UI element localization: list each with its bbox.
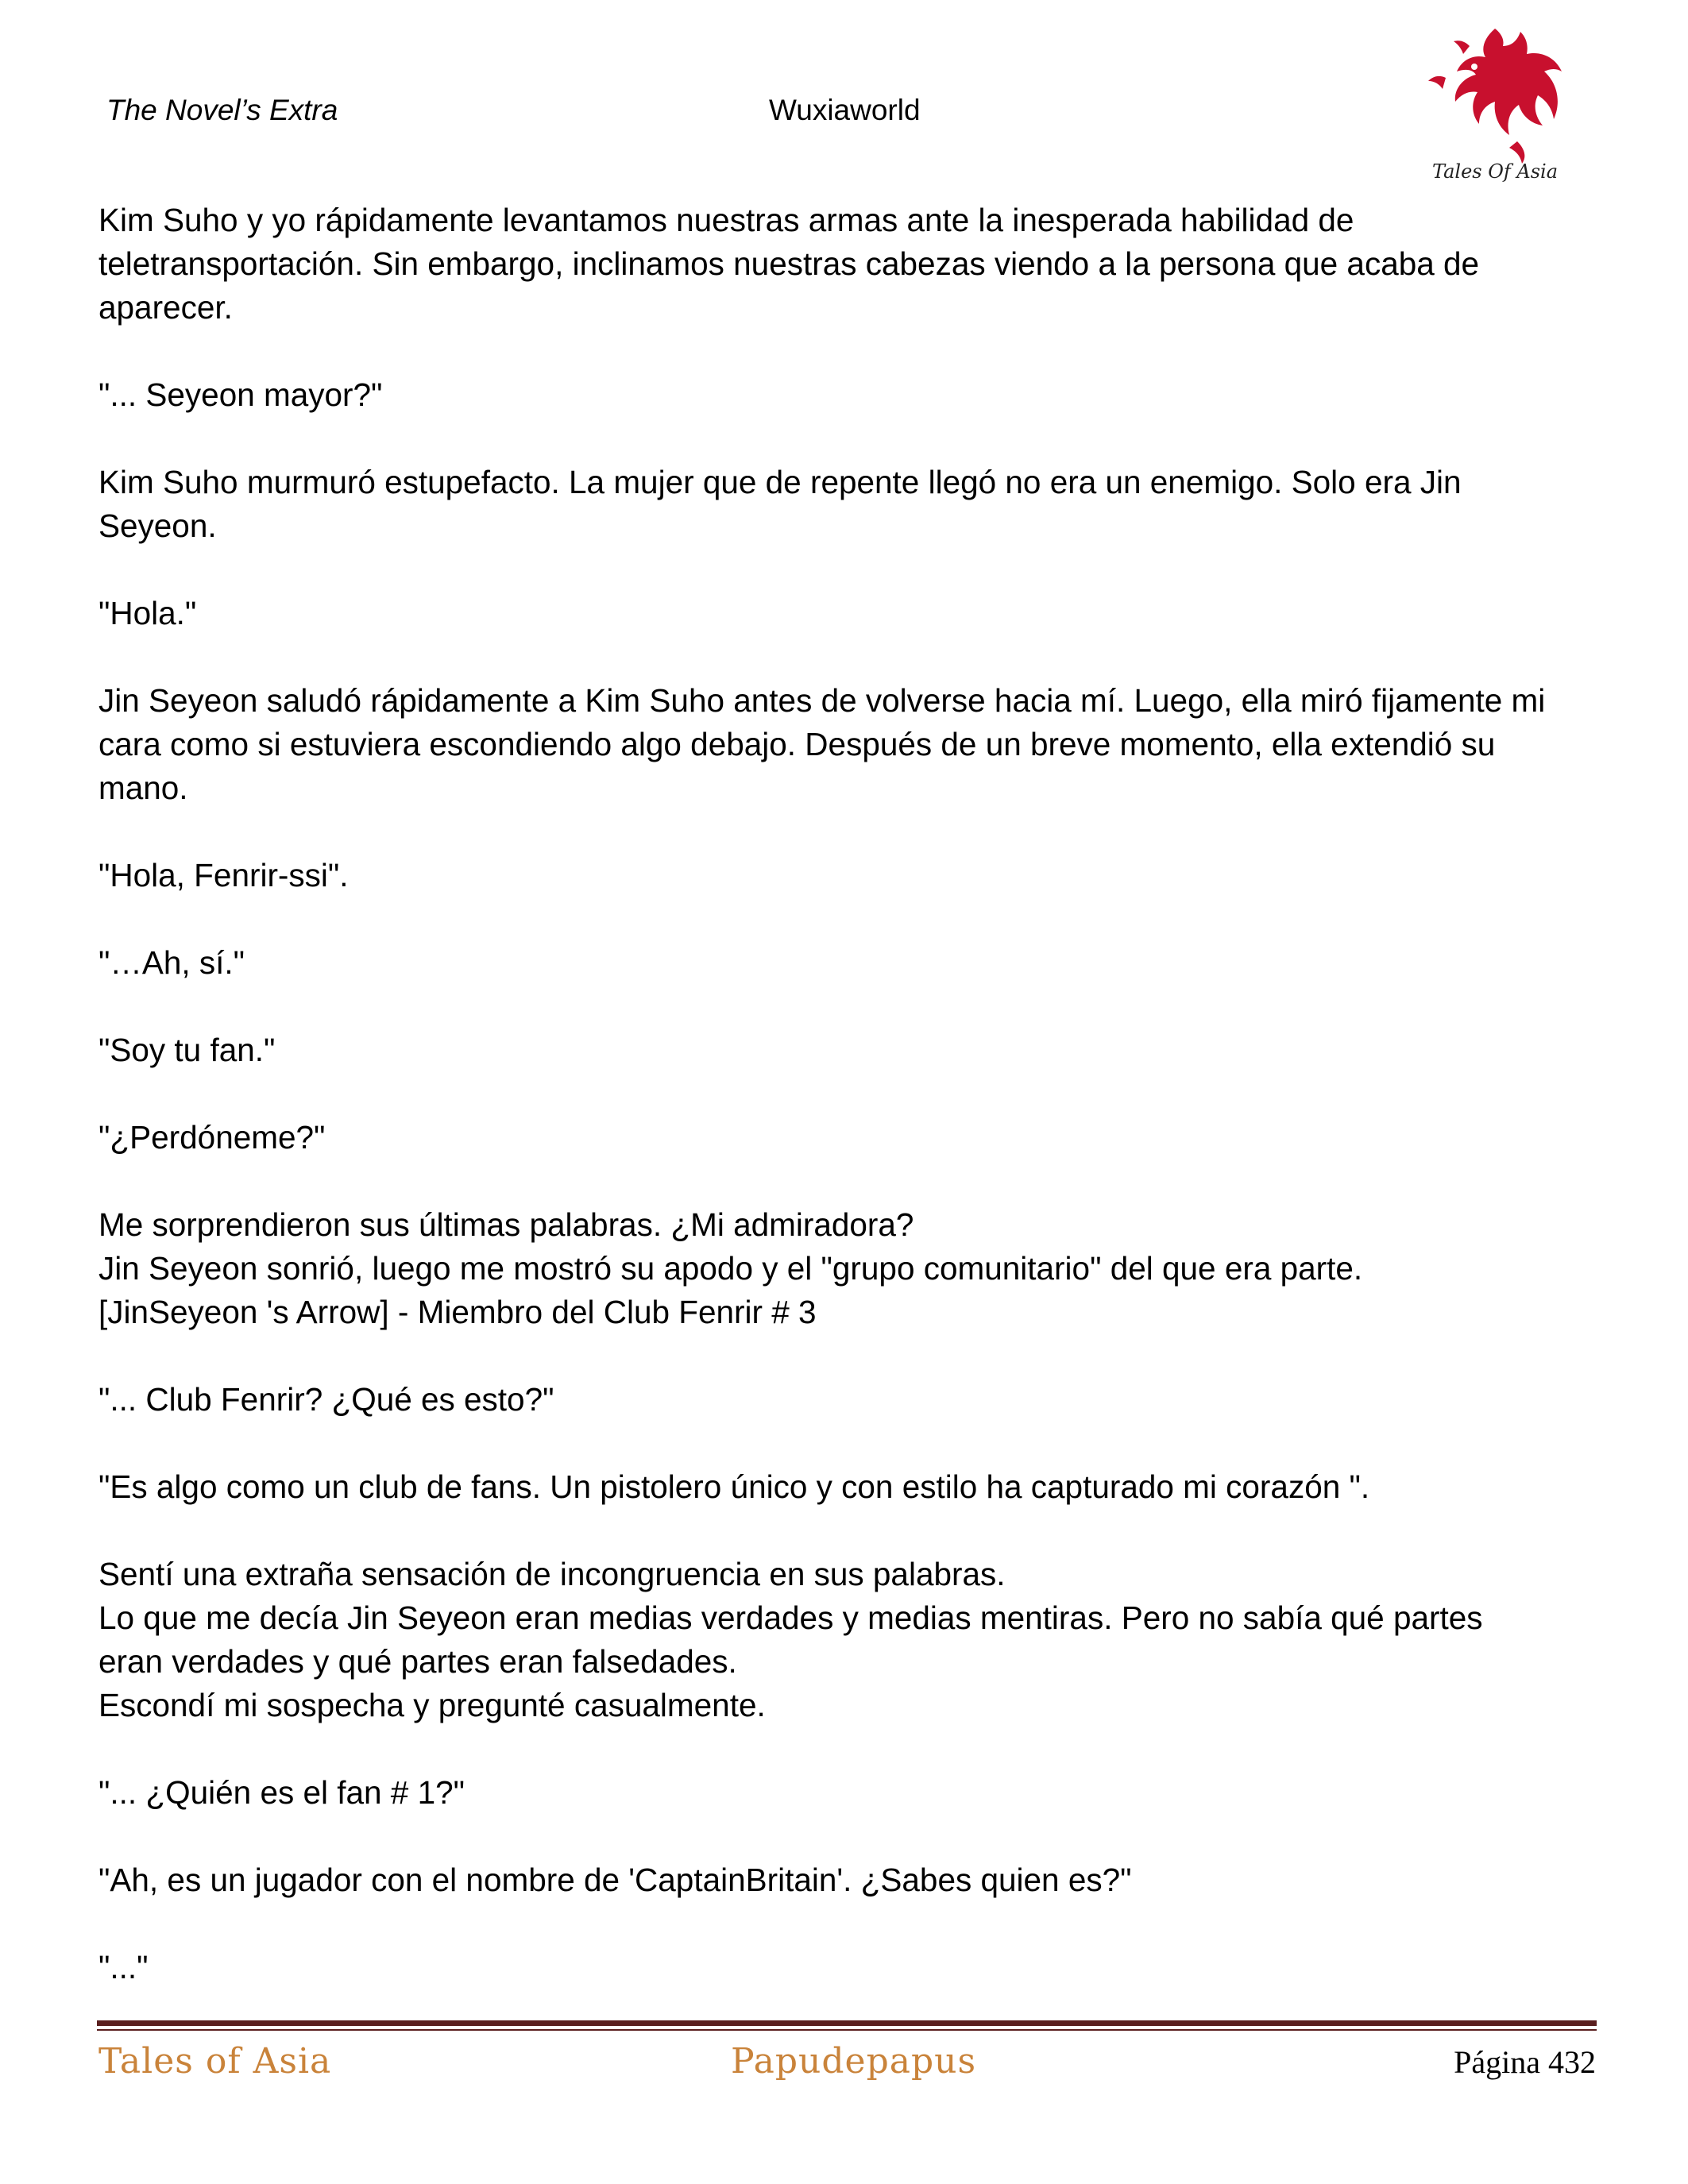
paragraph-line: "... Club Fenrir? ¿Qué es esto?"	[98, 1381, 554, 1418]
paragraph-line: "Es algo como un club de fans. Un pistolero único y con estilo ha capturado mi corazón ".	[98, 1468, 1370, 1505]
logo-text: Tales Of Asia	[1431, 160, 1559, 183]
paragraph-line: Jin Seyeon sonrió, luego me mostró su apodo y el "grupo comunitario" del que era parte.	[98, 1250, 1363, 1287]
paragraph-line: Sentí una extraña sensación de incongruencia en sus palabras.	[98, 1556, 1006, 1592]
paragraph-line: "..."	[98, 1949, 149, 1985]
paragraph-line: mano.	[98, 770, 188, 806]
page-number: Página 432	[1454, 2044, 1596, 2080]
paragraph-line: eran verdades y qué partes eran falsedades.	[98, 1643, 737, 1680]
paragraph-line: Kim Suho murmuró estupefacto. La mujer que de repente llegó no era un enemigo. Solo era Jin	[98, 464, 1462, 500]
footer-brand: Tales of Asia	[98, 2041, 332, 2082]
paragraph-line: Lo que me decía Jin Seyeon eran medias verdades y medias mentiras. Pero no sabía qué partes	[98, 1599, 1483, 1636]
paragraph-line: Me sorprendieron sus últimas palabras. ¿Mi admiradora?	[98, 1206, 914, 1243]
tales-of-asia-dragon-logo	[1422, 22, 1565, 189]
footer-translator: Papudepapus	[731, 2041, 977, 2082]
paragraph-line: aparecer.	[98, 289, 233, 326]
paragraph-line: [JinSeyeon 's Arrow] - Miembro del Club Fenrir # 3	[98, 1294, 817, 1330]
paragraph-line: Seyeon.	[98, 507, 217, 544]
paragraph-line: cara como si estuviera escondiendo algo debajo. Después de un breve momento, ella extendió su	[98, 726, 1496, 762]
paragraph-line: "... Seyeon mayor?"	[98, 376, 383, 413]
paragraph-line: Escondí mi sospecha y pregunté casualmente.	[98, 1687, 766, 1723]
paragraph-line: "... ¿Quién es el fan # 1?"	[98, 1774, 465, 1811]
paragraph-line: "¿Perdóneme?"	[98, 1119, 326, 1156]
paragraph-line: "Ah, es un jugador con el nombre de 'CaptainBritain'. ¿Sabes quien es?"	[98, 1862, 1132, 1898]
dragon-icon	[1455, 29, 1562, 135]
paragraph-line: "Hola, Fenrir-ssi".	[98, 857, 349, 893]
paragraph-line: Kim Suho y yo rápidamente levantamos nuestras armas ante la inesperada habilidad de	[98, 202, 1354, 238]
paragraph-line: Jin Seyeon saludó rápidamente a Kim Suho antes de volverse hacia mí. Luego, ella miró fijamente mi	[98, 682, 1546, 719]
header-novel-title: The Novel’s Extra	[106, 94, 338, 126]
paragraph-line: teletransportación. Sin embargo, inclinamos nuestras cabezas viendo a la persona que acaba de	[98, 245, 1480, 282]
footer-rule-thin	[97, 2029, 1597, 2031]
paragraph-line: "Hola."	[98, 595, 197, 631]
header-site-name: Wuxiaworld	[769, 94, 921, 126]
footer-rule-thick	[97, 2020, 1597, 2026]
chapter-body	[98, 199, 1592, 1989]
paragraph-line: "Soy tu fan."	[98, 1032, 276, 1068]
paragraph-line: "…Ah, sí."	[98, 944, 245, 981]
